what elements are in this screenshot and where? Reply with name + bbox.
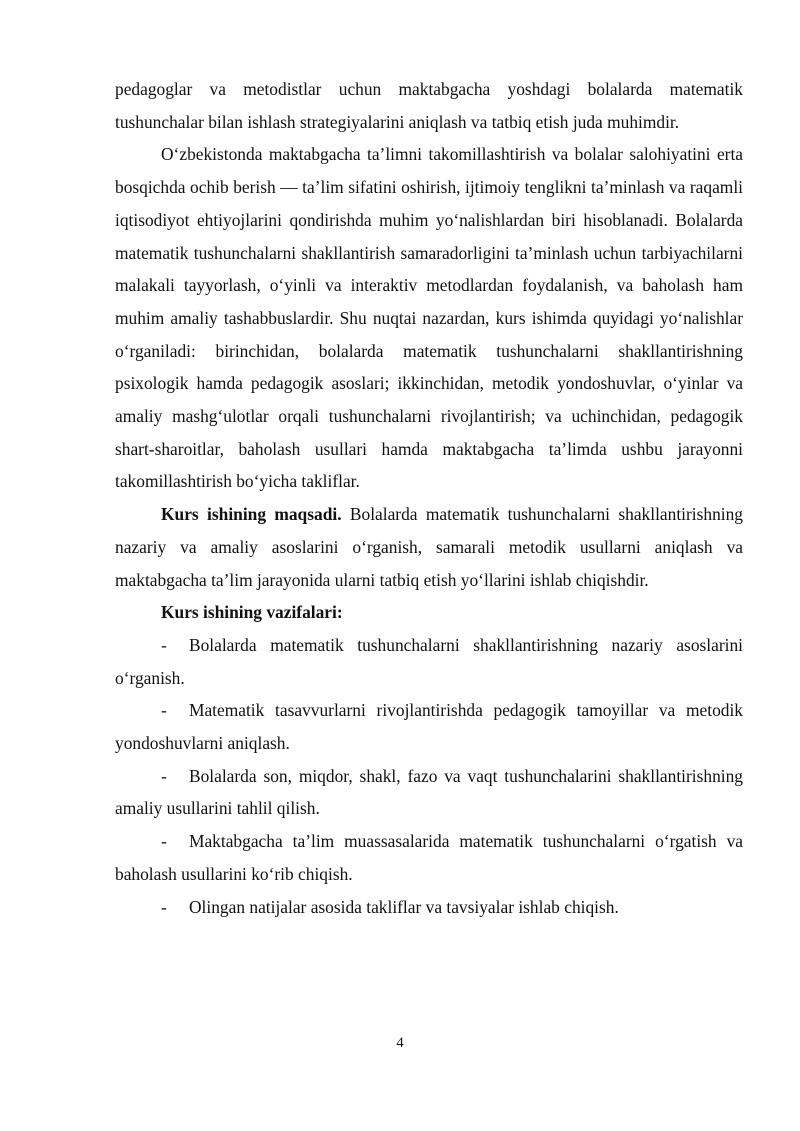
task-item-text: Bolalarda matematik tushunchalarni shakllantirishning nazariy asoslarini o‘rganish. <box>115 634 743 688</box>
paragraph-aim <box>115 498 743 596</box>
task-item-text: Matematik tasavvurlarni rivojlantirishda pedagogik tamoyillar va metodik yondoshuvlarni aniqlash. <box>115 700 743 754</box>
paragraph-continuation: pedagoglar va metodistlar uchun maktabgacha yoshdagi bolalarda matematik tushunchalar bilan ishlash strategiyalarini aniqlash va tatbiq etish juda muhimdir. <box>115 79 743 132</box>
task-item-4 <box>115 825 743 890</box>
tasks-heading: Kurs ishining vazifalari: <box>161 602 343 623</box>
paragraph-introduction: O‘zbekistonda maktabgacha ta’limni takomillashtirish va bolalar salohiyatini erta bosqichda ochib berish — ta’lim sifatini oshirish, ijtimoiy tenglikni ta’minlash va raqamli iqtisodiyot ehtiyojlarini qondirishda muhim yo‘nalishlardan biri hisoblanadi. Bolalarda matematik tushunchalarni shakllantirish samaradorligini ta’minlash uchun tarbiyachilarni malakali tayyorlash, o‘yinli va interaktiv metodlardan foydalanish, va baholash ham muhim amaliy tashabbuslardir. Shu nuqtai nazardan, kurs ishimda quyidagi yo‘nalishlar o‘rganiladi: birinchidan, bolalarda matematik tushunchalarni shakllantirishning psixologik hamda pedagogik asoslari; ikkinchidan, metodik yondoshuvlar, o‘yinlar va amaliy mashg‘ulotlar orqali tushunchalarni rivojlantirish; va uchinchidan, pedagogik shart-sharoitlar, baholash usullari hamda maktabgacha ta’limda ushbu jarayonni takomillashtirish bo‘yicha takliflar. <box>115 144 743 492</box>
page-body <box>115 73 743 923</box>
dash-bullet: - <box>161 765 167 786</box>
task-item-3 <box>115 760 743 825</box>
task-item-1 <box>115 629 743 694</box>
page-number: 4 <box>396 1035 404 1051</box>
dash-bullet: - <box>161 634 167 655</box>
aim-label: Kurs ishining maqsadi. <box>161 504 342 525</box>
dash-bullet: - <box>161 896 167 917</box>
dash-bullet: - <box>161 831 167 852</box>
task-item-text: Maktabgacha ta’lim muassasalarida matematik tushunchalarni o‘rgatish va baholash usullarini ko‘rib chiqish. <box>115 831 743 884</box>
task-item-text: Bolalarda son, miqdor, shakl, fazo va vaqt tushunchalarini shakllantirishning amaliy usullarini tahlil qilish. <box>115 765 743 819</box>
dash-bullet: - <box>161 700 167 721</box>
task-item-2 <box>115 694 743 759</box>
aim-text: Bolalarda matematik tushunchalarni shakllantirishning nazariy va amaliy asoslarini o‘rganish, samarali metodik usullarni aniqlash va maktabgacha ta’lim jarayonida ularni tatbiq etish yo‘llarini ishlab chiqishdir. <box>115 504 743 590</box>
task-item-5 <box>115 891 743 924</box>
task-item-text: Olingan natijalar asosida takliflar va tavsiyalar ishlab chiqish. <box>189 896 619 917</box>
